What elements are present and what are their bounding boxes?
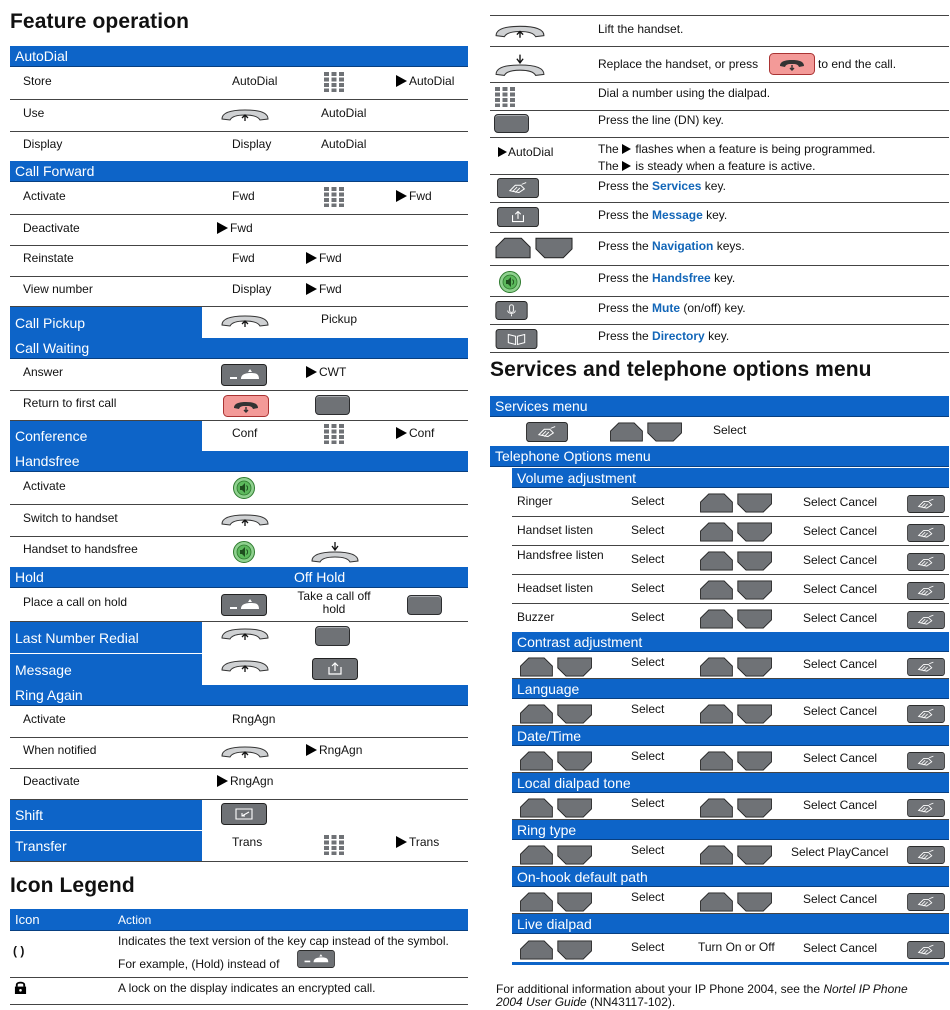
on-hook-default-path-header: On-hook default path: [512, 867, 949, 887]
directory-word: Directory: [652, 329, 705, 343]
volume-row: [512, 517, 949, 546]
hf-to-handsfree-row: [10, 537, 468, 567]
volume-row: [512, 604, 949, 633]
lift-handset-icon: [494, 24, 546, 39]
directory-key-icon: [495, 329, 538, 349]
col-icon: Icon: [15, 912, 40, 927]
press-word: Press the: [598, 208, 649, 222]
legend-handsfree-row: [490, 266, 949, 297]
legend-mute-row: [490, 297, 949, 325]
row-label: Deactivate: [23, 221, 80, 235]
autodial-flag-label: [396, 74, 454, 88]
navigation-keys-icon: [517, 892, 595, 912]
shift-key-icon: [221, 803, 267, 825]
turn-on-off-softkey: Turn On or Off: [698, 940, 775, 954]
flag-icon: [396, 75, 407, 87]
select-cancel-softkey: Select Cancel: [803, 941, 878, 955]
legend-navigation-row: [490, 233, 949, 266]
display-softkey: Display: [232, 137, 272, 151]
navigation-keys-icon: [517, 751, 595, 771]
replace-text-a: Replace the handset, or press: [598, 57, 759, 71]
paren-text-2: For example, (Hold) instead of: [118, 957, 280, 971]
flag-icon: [396, 190, 407, 202]
services-key-icon: [906, 658, 946, 676]
services-key-icon: [906, 705, 946, 723]
option-row: [512, 699, 949, 726]
lift-handset-icon: [220, 108, 270, 122]
row-label: Answer: [23, 365, 64, 379]
icon-legend-title: Icon Legend: [10, 874, 135, 897]
navigation-keys-icon: [517, 657, 595, 677]
call-waiting-header: Call Waiting: [10, 338, 468, 359]
services-menu-header: Services menu: [490, 396, 949, 417]
volume-row: [512, 546, 949, 575]
shift-row: [10, 800, 468, 830]
navigation-keys-icon: [697, 609, 775, 629]
volume-row: [512, 488, 949, 517]
rngagn-flag-label: [306, 743, 362, 757]
dialpad-icon: [324, 187, 344, 207]
row-label: Activate: [23, 189, 66, 203]
handsfree-text: [598, 271, 735, 285]
flag-icon: [306, 744, 317, 756]
autodial-use-row: [10, 100, 468, 132]
select-cancel-softkey: Select Cancel: [803, 704, 878, 718]
mute-text: [598, 301, 746, 315]
rngagn-softkey: RngAgn: [232, 712, 276, 726]
line-key-icon: [407, 595, 442, 615]
flag-icon: [306, 283, 317, 295]
message-key-icon: [312, 658, 358, 680]
services-key-icon: [525, 422, 569, 442]
col-action: Action: [118, 913, 152, 927]
fwd-text: Fwd: [319, 251, 342, 265]
handsfree-key-icon: [233, 477, 255, 499]
services-key-icon: [906, 799, 946, 817]
line-text: Press the line (DN) key.: [598, 113, 724, 127]
row-label: Activate: [23, 712, 66, 726]
handsfree-key-icon: [233, 541, 255, 563]
keys-word: keys.: [716, 239, 745, 253]
goodbye-key-icon: [769, 53, 815, 75]
autodial-softkey: AutoDial: [232, 74, 278, 88]
message-text: [598, 208, 727, 222]
volume-adjustment-header: Volume adjustment: [512, 468, 949, 488]
select-softkey: Select: [631, 581, 665, 595]
press-word: Press the: [598, 239, 649, 253]
language-header: Language: [512, 679, 949, 699]
cwt-text: CWT: [319, 365, 347, 379]
flag-icon: [217, 222, 228, 234]
flag-icon: [217, 775, 228, 787]
services-key-icon: [906, 524, 946, 542]
volume-row: [512, 575, 949, 604]
trans-softkey: Trans: [232, 835, 263, 849]
key-word: key.: [708, 329, 730, 343]
display-softkey: Display: [232, 282, 272, 296]
select-cancel-softkey: Select Cancel: [803, 611, 878, 625]
row-label: Use: [23, 106, 45, 120]
dialpad-icon: [324, 72, 344, 92]
select-cancel-softkey: Select Cancel: [803, 657, 878, 671]
select-softkey: Select: [631, 610, 665, 624]
cwt-flag-label: [306, 365, 346, 379]
volume-row-label: Buzzer: [517, 610, 555, 624]
replace-text-b: to end the call.: [818, 57, 897, 71]
volume-row-label: Handset listen: [517, 523, 594, 537]
fwd-softkey: Fwd: [232, 251, 255, 265]
mute-key-icon: [495, 301, 528, 320]
lift-handset-icon: [220, 659, 270, 673]
select-cancel-softkey: Select Cancel: [803, 892, 878, 906]
option-row: [512, 793, 949, 820]
call-pickup-row: [10, 307, 468, 338]
legend-paren-row: [10, 931, 468, 978]
steady-text-a: The: [598, 159, 619, 173]
navigation-keys-icon: [697, 751, 775, 771]
services-key-icon: [906, 582, 946, 600]
message-row: [10, 654, 468, 685]
key-word: key.: [706, 208, 728, 222]
row-label: Deactivate: [23, 774, 80, 788]
ra-notified-row: [10, 738, 468, 769]
services-key-icon: [495, 178, 541, 198]
legend-directory-row: [490, 325, 949, 353]
navigation-word: Navigation: [652, 239, 714, 253]
line-key-icon: [494, 114, 529, 133]
services-menu-row: [490, 418, 949, 445]
replace-handset-icon: [494, 53, 546, 77]
row-label: Activate: [23, 479, 66, 493]
legend-services-row: [490, 175, 949, 203]
dialpad-icon: [324, 835, 344, 855]
trans-flag-label: [396, 835, 439, 849]
call-pickup-header: Call Pickup: [10, 307, 202, 338]
footer-text-b: (NN43117-102).: [590, 995, 676, 1009]
key-word: key.: [704, 179, 726, 193]
press-word: Press the: [598, 179, 649, 193]
legend-line-row: [490, 111, 949, 138]
select-softkey: Select: [631, 890, 665, 904]
line-key-icon: [315, 626, 350, 646]
select-softkey: Select: [713, 423, 747, 437]
autodial-store-row: [10, 68, 468, 100]
goodbye-key-icon: [223, 395, 269, 417]
navigation-keys-icon: [495, 237, 573, 259]
flag-icon: [396, 836, 407, 848]
hold-key-icon: [297, 950, 335, 968]
off-hold-title: Off Hold: [294, 569, 346, 585]
navigation-text: [598, 239, 745, 253]
lift-handset-icon: [220, 745, 270, 759]
flag-icon: [622, 161, 631, 171]
conf-text: Conf: [409, 426, 435, 440]
services-word: Services: [652, 179, 702, 193]
dialpad-text: Dial a number using the dialpad.: [598, 86, 771, 100]
dialpad-icon: [495, 87, 515, 107]
fwd-reinstate-row: [10, 246, 468, 277]
navigation-keys-icon: [607, 422, 685, 442]
flash-text-b: flashes when a feature is being programmed.: [635, 142, 876, 156]
autodial-softkey: AutoDial: [321, 137, 367, 151]
ring-again-header: Ring Again: [10, 685, 468, 706]
legend-replace-row: [490, 47, 949, 83]
services-key-icon: [906, 495, 946, 513]
message-word: Message: [652, 208, 703, 222]
navigation-keys-icon: [697, 551, 775, 571]
fwd-view-number-row: [10, 277, 468, 307]
fwd-softkey: Fwd: [232, 189, 255, 203]
navigation-keys-icon: [697, 845, 775, 865]
cw-answer-row: [10, 360, 468, 391]
navigation-keys-icon: [697, 704, 775, 724]
services-title: Services and telephone options menu: [490, 358, 872, 381]
telephone-options-header: Telephone Options menu: [490, 446, 949, 467]
legend-dialpad-row: [490, 83, 949, 111]
services-key-icon: [906, 893, 946, 911]
navigation-keys-icon: [697, 657, 775, 677]
navigation-keys-icon: [517, 798, 595, 818]
volume-row-label: Handsfree listen: [517, 548, 604, 562]
handsfree-word: Handsfree: [652, 271, 711, 285]
conf-flag-label: [396, 426, 434, 440]
ring-type-header: Ring type: [512, 820, 949, 840]
mute-suffix: (on/off) key.: [683, 301, 746, 315]
row-label: Handset to handsfree: [23, 542, 138, 556]
take-off-hold-text: Take a call off hold: [297, 589, 371, 616]
rngagn-text: RngAgn: [319, 743, 363, 757]
hold-key-icon: [221, 594, 267, 616]
lock-text: A lock on the display indicates an encrypted call.: [118, 981, 376, 995]
select-cancel-softkey: Select Cancel: [803, 524, 878, 538]
paren-text-1: Indicates the text version of the key cap instead of the symbol.: [118, 934, 449, 948]
autodial-display-row: [10, 132, 468, 162]
fwd-deactivate-row: [10, 215, 468, 246]
footer-text-a: For additional information about your IP Phone 2004, see the: [496, 982, 820, 996]
select-softkey: Select: [631, 843, 665, 857]
select-cancel-softkey: Select Cancel: [803, 495, 878, 509]
rngagn-text: RngAgn: [230, 774, 274, 788]
volume-row-label: Ringer: [517, 494, 553, 508]
fwd-text: Fwd: [230, 221, 253, 235]
user-guide-title: Nortel IP Phone 2004 User Guide: [496, 982, 908, 1009]
select-softkey: Select: [631, 494, 665, 508]
rngagn-flag-label: [217, 774, 273, 788]
select-softkey: Select: [631, 796, 665, 810]
autodial-flag-label: [498, 145, 553, 159]
select-softkey: Select: [631, 552, 665, 566]
select-softkey: Select: [631, 655, 665, 669]
autodial-softkey: AutoDial: [321, 106, 367, 120]
row-label: Reinstate: [23, 251, 74, 265]
select-cancel-softkey: Select Cancel: [803, 582, 878, 596]
legend-top-rule: [490, 0, 949, 16]
ra-activate-row: [10, 707, 468, 738]
option-row: [512, 652, 949, 679]
hold-key-icon: [221, 364, 267, 386]
autodial-text: AutoDial: [409, 74, 455, 88]
call-forward-header: Call Forward: [10, 161, 468, 182]
conference-row: [10, 421, 468, 451]
directory-text: [598, 329, 729, 343]
local-dialpad-tone-header: Local dialpad tone: [512, 773, 949, 793]
fwd-text: Fwd: [319, 282, 342, 296]
navigation-keys-icon: [697, 580, 775, 600]
conference-header: Conference: [10, 421, 202, 451]
row-label: Place a call on hold: [23, 595, 128, 609]
dialpad-icon: [324, 424, 344, 444]
contrast-adjustment-header: Contrast adjustment: [512, 632, 949, 652]
select-softkey: Select: [631, 749, 665, 763]
lift-handset-icon: [220, 627, 270, 641]
date-time-header: Date/Time: [512, 726, 949, 746]
fwd-text: Fwd: [409, 189, 432, 203]
hold-header: [10, 567, 468, 588]
option-row: [512, 934, 949, 965]
steady-text-b: is steady when a feature is active.: [635, 159, 816, 173]
flash-text-a: The: [598, 142, 619, 156]
row-label: When notified: [23, 743, 97, 757]
row-label: Switch to handset: [23, 511, 118, 525]
select-softkey: Select: [631, 523, 665, 537]
hf-activate-row: [10, 473, 468, 505]
autodial-header: AutoDial: [10, 46, 468, 67]
footer-note: [496, 983, 936, 1009]
legend-lock-row: [10, 978, 468, 1005]
transfer-header: Transfer: [10, 831, 202, 861]
flag-icon: [306, 252, 317, 264]
select-cancel-softkey: Select Cancel: [803, 751, 878, 765]
flag-icon: [396, 427, 407, 439]
transfer-row: [10, 831, 468, 862]
key-word: key.: [714, 271, 736, 285]
select-cancel-softkey: Select Cancel: [803, 553, 878, 567]
select-softkey: Select: [631, 702, 665, 716]
lock-icon: [14, 981, 27, 994]
conf-softkey: Conf: [232, 426, 258, 440]
flag-icon: [622, 144, 631, 154]
steady-text: [598, 159, 815, 173]
paren-icon: ( ): [13, 944, 25, 958]
navigation-keys-icon: [517, 940, 595, 960]
navigation-keys-icon: [517, 704, 595, 724]
icon-legend-header: [10, 909, 468, 931]
press-word: Press the: [598, 301, 649, 315]
legend-flag-row: [490, 138, 949, 175]
autodial-text: AutoDial: [508, 145, 554, 159]
shift-header: Shift: [10, 800, 202, 830]
flash-text: [598, 142, 876, 156]
navigation-keys-icon: [517, 845, 595, 865]
press-word: Press the: [598, 271, 649, 285]
flag-icon: [498, 147, 507, 157]
legend-lift-row: [490, 16, 949, 47]
services-key-icon: [906, 553, 946, 571]
fwd-activate-row: [10, 183, 468, 215]
redial-header: Last Number Redial: [10, 622, 202, 653]
select-playcancel-softkey: Select PlayCancel: [791, 845, 889, 859]
navigation-keys-icon: [697, 798, 775, 818]
fwd-flag-label: [306, 251, 342, 265]
navigation-keys-icon: [697, 892, 775, 912]
select-cancel-softkey: Select Cancel: [803, 798, 878, 812]
live-dialpad-header: Live dialpad: [512, 914, 949, 934]
press-word: Press the: [598, 329, 649, 343]
cw-return-row: [10, 391, 468, 421]
services-key-icon: [906, 846, 946, 864]
row-label: Return to first call: [23, 396, 117, 410]
fwd-flag-label: [396, 189, 432, 203]
select-softkey: Select: [631, 940, 665, 954]
row-label: Display: [23, 137, 63, 151]
volume-row-label: Headset listen: [517, 581, 594, 595]
ra-deactivate-row: [10, 769, 468, 800]
replace-handset-icon: [310, 541, 360, 563]
flag-icon: [306, 366, 317, 378]
services-key-icon: [906, 611, 946, 629]
message-key-icon: [495, 207, 541, 227]
navigation-keys-icon: [697, 493, 775, 513]
message-header: Message: [10, 654, 202, 685]
redial-row: [10, 622, 468, 653]
option-row: [512, 840, 949, 867]
lift-handset-icon: [220, 513, 270, 527]
feature-operation-title: Feature operation: [10, 10, 190, 33]
trans-text: Trans: [409, 835, 440, 849]
lift-handset-icon: [220, 314, 270, 328]
hold-place-row: [10, 589, 468, 622]
handsfree-header: Handsfree: [10, 451, 468, 472]
services-key-icon: [906, 941, 946, 959]
option-row: [512, 746, 949, 773]
legend-message-row: [490, 203, 949, 233]
fwd-flag-label: [217, 221, 253, 235]
hold-title: Hold: [15, 569, 44, 585]
mute-word: Mute: [652, 301, 681, 315]
pickup-softkey: Pickup: [321, 312, 358, 326]
lift-text: Lift the handset.: [598, 22, 684, 36]
handsfree-key-icon: [499, 271, 521, 293]
row-label: Store: [23, 74, 52, 88]
option-row: [512, 887, 949, 914]
services-key-icon: [906, 752, 946, 770]
navigation-keys-icon: [697, 522, 775, 542]
fwd-flag-label: [306, 282, 342, 296]
hf-switch-row: [10, 505, 468, 537]
services-text: [598, 179, 726, 193]
row-label: View number: [23, 282, 93, 296]
line-key-icon: [315, 395, 350, 415]
